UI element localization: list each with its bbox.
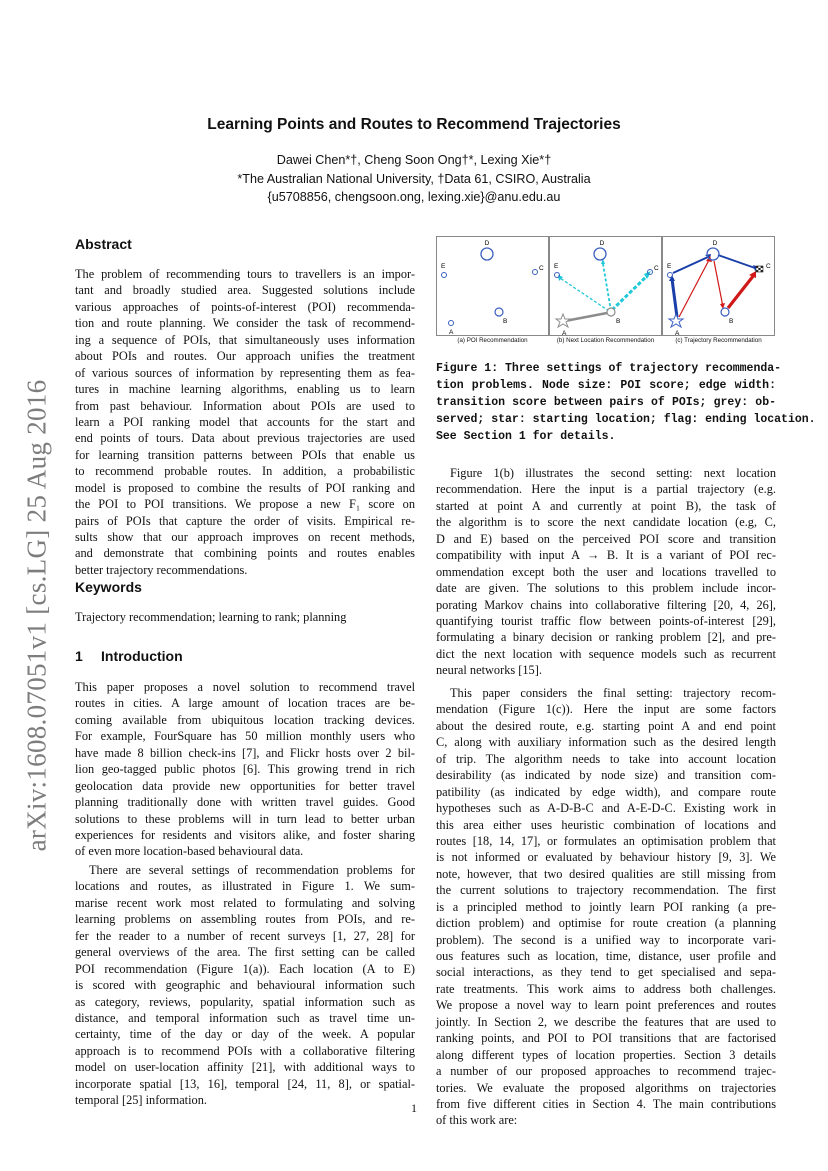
node-label-e: E <box>554 263 559 270</box>
node-label-b: B <box>503 318 508 325</box>
node-d <box>707 248 719 260</box>
text-line: POI recommendation (Figure 1(a)). Each location (A to E) <box>75 961 415 976</box>
text-line: of even more location-based behavioural data. <box>75 844 304 859</box>
text-line: served; star: starting location; flag: ending location. <box>436 413 816 426</box>
text-line: hypotheses such as A-D-B-C and A-E-D-C. Existing work in <box>436 801 776 816</box>
text-line: general overviews of the area. The first setting can be called <box>75 945 415 960</box>
text-line: certainty, time of the day or day of the week. A popular <box>75 1027 415 1042</box>
text-line: have made 8 billion check-ins [7], and Flickr hosts over 2 bil- <box>75 745 415 760</box>
text-line: coming available from ubiquitous location tracking devices. <box>75 712 415 727</box>
figure-panel-poi-recommendation <box>436 236 549 336</box>
text-line: temporal [25] information. <box>75 1093 207 1108</box>
text-line: porating Markov chains into collaborative filtering [20, 4, 26], <box>436 597 776 612</box>
text-line: along different types of location properties. Section 3 details <box>436 1047 776 1062</box>
node-label-b: B <box>729 318 734 325</box>
text-line: about POIs and routes. Our approach unifies the treatment <box>75 349 415 364</box>
text-line: experiences for residents and visitors alike, and foster sharing <box>75 827 415 842</box>
edge-b-e <box>560 278 609 311</box>
edge-d-b <box>714 261 723 307</box>
intro-paragraph-1 <box>75 679 415 860</box>
text-line: and demonstrate that combining points and routes enables <box>75 546 415 561</box>
edge-b-c <box>612 275 648 310</box>
figure-panel-next-location <box>549 236 662 336</box>
text-line: this area either uses heuristic combination of locations and <box>436 817 776 832</box>
start-star-icon <box>556 314 570 327</box>
text-line: learn a POI ranking model that accounts for the start and <box>75 414 415 429</box>
text-line: jointly. In Section 2, we describe the features that are used to <box>436 1014 776 1029</box>
section-heading <box>75 648 183 664</box>
keywords-heading: Keywords <box>75 579 142 595</box>
text-line: approach is to recommend POIs with a collaborative filtering <box>75 1043 415 1058</box>
text-line: about the desired route, e.g. starting point A and end point <box>436 718 776 733</box>
edge-b-d <box>603 264 611 311</box>
node-b <box>721 308 729 316</box>
end-flag-icon <box>756 266 763 272</box>
keywords-line: Trajectory recommendation; learning to rank; planning <box>75 610 347 624</box>
text-line: incorporate spatial [13, 16], temporal [24, 11, 8], or spatial- <box>75 1076 415 1091</box>
author-affiliations: *The Australian National University, †Data 61, CSIRO, Australia <box>237 171 591 186</box>
right-paragraph-2 <box>436 685 776 1129</box>
text-line: routes in cities. A large amount of location traces are be- <box>75 696 415 711</box>
text-line: neural networks [15]. <box>436 663 542 678</box>
node-label-c: C <box>539 265 544 272</box>
arxiv-identifier <box>20 355 54 875</box>
text-line: mendation (Figure 1(c)). Here the input are some factors <box>436 702 776 717</box>
text-line: tant and broadly studied area. Suggested solutions include <box>75 283 415 298</box>
figure-subcaption-b: (b) Next Location Recommendation <box>556 337 655 344</box>
text-line: compatibility with input A → B. It is a variant of POI rec- <box>436 548 776 563</box>
abstract-heading: Abstract <box>75 236 132 252</box>
text-line: There are several settings of recommendation problems for <box>89 863 415 877</box>
node-label-e: E <box>667 263 672 270</box>
text-line: locations and routes, as illustrated in Figure 1. We sum- <box>75 879 415 894</box>
text-line: D and E) based on the perceived POI score and transition <box>436 531 776 546</box>
text-line: tion and route planning. We consider the task of recommend- <box>75 316 415 331</box>
node-label-a: A <box>449 329 454 336</box>
text-line: of various sources of information by representing them as fea- <box>75 365 415 380</box>
text-line: better trajectory recommendations. <box>75 562 248 577</box>
text-line: fer the reader to a number of recent surveys [1, 27, 28] for <box>75 928 415 943</box>
text-line: geolocation data provide new opportunities for better travel <box>75 778 415 793</box>
text-line: formulating a binary decision or ranking problem [2], and pre- <box>436 630 776 645</box>
text-line: the POI to POI transitions. We propose a new F₁ score on <box>75 497 415 512</box>
text-line: lion geo-tagged public photos [6]. This growing trend in rich <box>75 762 415 777</box>
abstract-body <box>75 266 415 578</box>
right-paragraph-1 <box>436 465 776 679</box>
node-b <box>607 308 615 316</box>
node-e <box>442 273 447 278</box>
text-line: of this work are: <box>436 1113 518 1128</box>
text-line: pairs of POIs that capture the order of visits. Empirical re- <box>75 513 415 528</box>
text-line: The problem of recommending tours to travellers is an impor- <box>75 267 415 281</box>
node-c <box>533 270 538 275</box>
text-line: tures in machine learning algorithms, enabling us to learn <box>75 382 415 397</box>
text-line: the current solutions to trajectory recommendation. The first <box>436 883 776 898</box>
text-line: learning problems on assembling routes from POIs, and re- <box>75 912 415 927</box>
text-line: for learning transition patterns between POIs that enable us <box>75 447 415 462</box>
text-line: transition score between pairs of POIs; grey: ob- <box>436 396 776 409</box>
node-e <box>555 273 560 278</box>
author-emails: {u5708856, chengsoon.ong, lexing.xie}@anu.edu.au <box>267 190 561 204</box>
node-b <box>495 308 503 316</box>
text-line: C, along with auxiliary information such as the desired length <box>436 735 776 750</box>
text-line: Figure 1(b) illustrates the second setting: next location <box>450 466 776 480</box>
text-line: the algorithm is to score the next candidate location (e.g, C, <box>436 515 776 530</box>
node-label-c: C <box>766 263 771 270</box>
text-line: model on user-location affinity [21], with additional ways to <box>75 1060 415 1075</box>
intro-paragraph-2 <box>75 862 415 1109</box>
edge-b-c <box>728 275 754 308</box>
node-label-b: B <box>616 318 621 325</box>
text-line: ommendation except both the user and locations travelled to <box>436 564 776 579</box>
edge-a-b-observed <box>565 313 607 321</box>
keywords-text <box>75 609 415 625</box>
text-line: as category, reviews, popularity, spatial information such as <box>75 994 415 1009</box>
text-line: dict the next location with sequence models such as recurrent <box>436 646 776 661</box>
text-line: recommendation. Here the input is a partial trajectory (e.g. <box>436 482 776 497</box>
text-line: planning traditionally done with written travel guides. Good <box>75 795 415 810</box>
text-line: See Section 1 for details. <box>436 430 616 443</box>
node-label-a: A <box>675 330 680 337</box>
text-line: Figure 1: Three settings of trajectory recommenda- <box>436 362 782 375</box>
text-line: tories. We evaluate the proposed algorithms on trajectories <box>436 1080 776 1095</box>
author-block <box>0 151 828 207</box>
figure-caption <box>436 360 816 445</box>
author-names: Dawei Chen*†, Cheng Soon Ong†*, Lexing Xie*† <box>276 153 552 167</box>
text-line: is a principled method to jointly learn POI ranking (a pre- <box>436 899 776 914</box>
figure-subcaption-c: (c) Trajectory Recommendation <box>675 337 762 344</box>
figure-panel-trajectory <box>662 236 775 336</box>
text-line: end points of tours. Data about previous trajectories are used <box>75 431 415 446</box>
text-line: is scored with geographic and behavioural information such <box>75 978 415 993</box>
node-label-d: D <box>712 240 718 247</box>
node-a <box>449 321 454 326</box>
text-line: from past behaviour. Information about POIs are used to <box>75 398 415 413</box>
node-label-d: D <box>599 240 605 247</box>
text-line: started at point A and currently at point B), the task of <box>436 498 776 513</box>
start-star-icon <box>669 314 683 327</box>
text-line: marise recent work most related to formulating and solving <box>75 895 415 910</box>
section-title: Introduction <box>101 648 183 664</box>
edge-d-c <box>718 255 755 268</box>
figure-subcaption-a: (a) POI Recommendation <box>457 337 528 344</box>
text-line: a number of our proposed approaches to recommend trajec- <box>436 1064 776 1079</box>
edge-a-e <box>672 279 677 317</box>
text-line: note, however, that two desired qualities are still missing from <box>436 866 776 881</box>
page-number: 1 <box>411 1101 417 1115</box>
text-line: diction problem) and optimise for route creation (a planning <box>436 916 776 931</box>
text-line: sults show that our approach improves on recent methods, <box>75 530 415 544</box>
text-line: We propose a novel way to learn point preferences and routes <box>436 998 776 1013</box>
text-line: of trip. The algorithm needs to take into account location <box>436 751 776 766</box>
text-line: to recommend probable routes. In addition, a probabilistic <box>75 464 415 479</box>
text-line: desirability (as indicated by node size) and transition com- <box>436 768 776 783</box>
text-line: rate treatments. This work aims to address both challenges. <box>436 981 776 996</box>
text-line: problem). The second is a unified way to incorporate vari- <box>436 932 776 947</box>
text-line: This paper considers the final setting: trajectory recom- <box>450 686 776 700</box>
text-line: is not informed or evaluated by behaviour history [9, 3]. We <box>436 850 776 865</box>
node-label-d: D <box>484 240 490 247</box>
text-line: social interactions, as they tend to get specialised and sepa- <box>436 965 776 980</box>
node-label-c: C <box>654 265 659 272</box>
text-line: ing a sequence of POIs, that simultaneously uses information <box>75 332 415 347</box>
text-line: from five different cities in Section 4. The main contributions <box>436 1096 776 1111</box>
node-label-a: A <box>562 330 567 337</box>
figure-1 <box>436 236 776 351</box>
text-line: model is proposed to combine the results of POI ranking and <box>75 480 415 495</box>
text-line: quantifying tourist traffic flow between points-of-interest [29], <box>436 613 776 628</box>
text-line: solutions to these problems will in turn lead to better urban <box>75 811 415 826</box>
text-line: distance, and temporal information such as travel time un- <box>75 1010 415 1025</box>
section-number: 1 <box>75 648 83 664</box>
arxiv-identifier-text: arXiv:1608.07051v1 [cs.LG] 25 Aug 2016 <box>21 379 52 851</box>
text-line: tion problems. Node size: POI score; edge width: <box>436 379 776 392</box>
paper-title: Learning Points and Routes to Recommend Trajectories <box>207 116 621 133</box>
text-line: ranking points, and POI to POI transitions that are factorised <box>436 1031 776 1046</box>
text-line: routes [18, 14, 17], or formulates an optimisation problem that <box>436 833 776 848</box>
node-label-e: E <box>441 263 446 270</box>
text-line: ous features such as location, time, distance, user profile and <box>436 949 776 963</box>
text-line: date are given. The solutions to this problem include incor- <box>436 581 776 596</box>
text-line: This paper proposes a novel solution to recommend travel <box>75 680 415 694</box>
node-d <box>481 248 493 260</box>
node-d <box>594 248 606 260</box>
text-line: For example, FourSquare has 50 million monthly users who <box>75 729 415 744</box>
node-e <box>668 273 673 278</box>
text-line: various approaches of points-of-interest (POI) recommenda- <box>75 299 415 314</box>
text-line: patibility (as indicated by edge width), and compare route <box>436 784 776 799</box>
